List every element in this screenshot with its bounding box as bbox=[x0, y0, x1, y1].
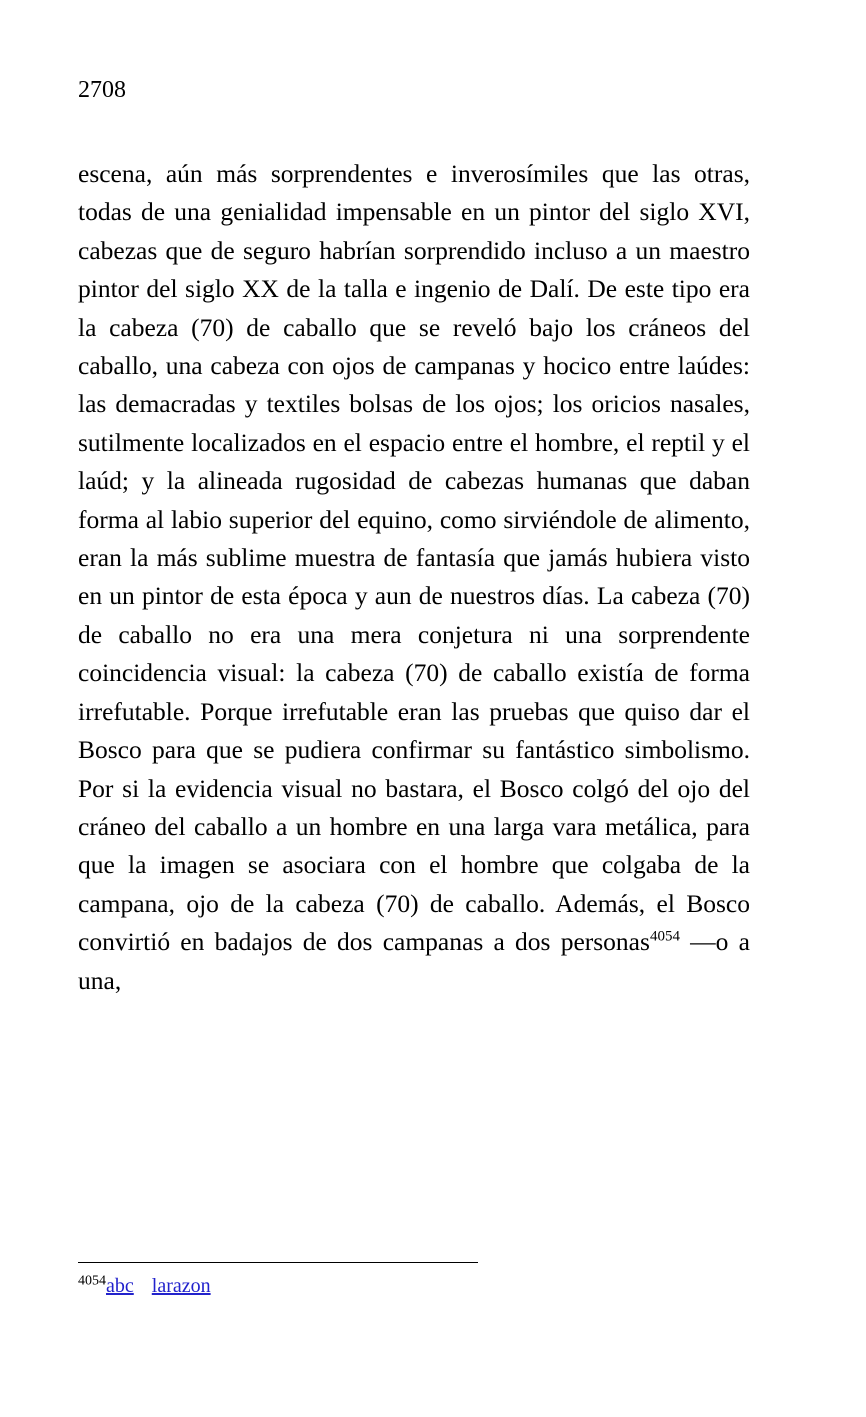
footnote-entry bbox=[78, 1273, 750, 1299]
footnote-reference-marker[interactable]: 4054 bbox=[649, 928, 680, 945]
footnote-area bbox=[78, 1262, 750, 1299]
page-number: 2708 bbox=[78, 77, 126, 103]
footnote-number: 4054 bbox=[78, 1273, 106, 1289]
footnote-link-abc[interactable]: abc bbox=[106, 1275, 134, 1297]
footnote-separator-rule bbox=[78, 1262, 478, 1263]
paragraph-tail-text: —o a una, bbox=[78, 927, 750, 995]
body-text-block bbox=[78, 155, 750, 1000]
body-paragraph bbox=[78, 155, 750, 1000]
footnote-link-larazon[interactable]: larazon bbox=[151, 1275, 211, 1297]
paragraph-main-text: escena, aún más sorprendentes e inverosímiles que las otras, todas de una genialidad impensable en un pintor del siglo XVI, cabezas que de seguro habrían sorprendido incluso a un maestro pintor del siglo XX de la talla e ingenio de Dalí. De este tipo era la cabeza (70) de caballo que se reveló bajo los cráneos del caballo, una cabeza con ojos de campanas y hocico entre laúdes: las demacradas y textiles bolsas de los ojos; los oricios nasales, sutilmente localizados en el espacio entre el hombre, el reptil y el laúd; y la alineada rugosidad de cabezas humanas que daban forma al labio superior del equino, como sirviéndole de alimento, eran la más sublime muestra de fantasía que jamás hubiera visto en un pintor de esta época y aun de nuestros días. La cabeza (70) de caballo no era una mera conjetura ni una sorprendente coincidencia visual: la cabeza (70) de caballo existía de forma irrefutable. Porque irrefutable eran las pruebas que quiso dar el Bosco para que se pudiera confirmar su fantástico simbolismo. Por si la evidencia visual no bastara, el Bosco colgó del ojo del cráneo del caballo a un hombre en una larga vara metálica, para que la imagen se asociara con el hombre que colgaba de la campana, ojo de la cabeza (70) de caballo. Además, el Bosco convirtió en badajos de dos campanas a dos personas bbox=[78, 159, 750, 957]
